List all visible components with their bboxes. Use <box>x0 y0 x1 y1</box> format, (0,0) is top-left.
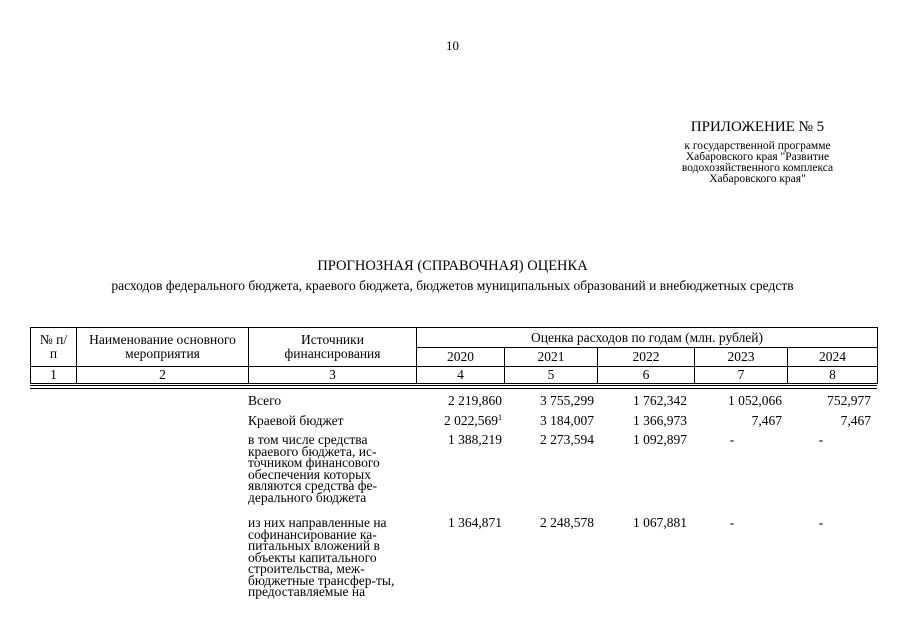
row-value: 1 364,871 <box>448 515 502 530</box>
header-year: 2020 <box>417 348 505 367</box>
document-title: ПРОГНОЗНАЯ (СПРАВОЧНАЯ) ОЦЕНКА <box>317 258 588 274</box>
header-source: Источники финансирования <box>249 328 417 367</box>
row-value: 3 184,007 <box>540 413 594 428</box>
column-number: 4 <box>417 367 505 384</box>
row-value-number: 2 022,569 <box>444 413 498 428</box>
row-source: в том числе средства краевого бюджета, ис-точником финансового обеспечения которых являются средства фе-дерального бюджета <box>248 432 380 505</box>
column-number: 5 <box>505 367 598 384</box>
row-value: 1 092,897 <box>633 432 687 447</box>
footnote-marker: 1 <box>498 413 502 422</box>
appendix-title: ПРИЛОЖЕНИЕ № 5 <box>690 119 825 135</box>
column-number: 6 <box>598 367 695 384</box>
row-value: 2 273,594 <box>540 432 594 447</box>
row-value: 752,977 <box>827 393 871 408</box>
header-year: 2023 <box>695 348 788 367</box>
table-header <box>30 327 878 384</box>
table-row <box>30 414 877 434</box>
appendix-subtitle-line: Хабаровского края" <box>709 173 806 185</box>
row-value: 1 067,881 <box>633 515 687 530</box>
header-year: 2021 <box>505 348 598 367</box>
column-number: 3 <box>249 367 417 384</box>
column-number: 2 <box>77 367 249 384</box>
row-value: 3 755,299 <box>540 393 594 408</box>
column-number: 1 <box>31 367 77 384</box>
table-row <box>30 517 877 617</box>
appendix-subtitle-line: Хабаровского края "Развитие <box>685 151 830 163</box>
row-value: 7,467 <box>840 413 871 428</box>
row-value <box>402 414 502 428</box>
row-source: из них направленные на софинансирование ка-питальных вложений в объекты капитального строительства, меж-бюджетные трансфер-ты, предоставляемые на <box>248 515 395 599</box>
header-estimate: Оценка расходов по годам (млн. рублей) <box>417 328 878 348</box>
appendix-subtitle <box>650 141 865 185</box>
row-value: 1 388,219 <box>448 432 502 447</box>
row-value: 1 366,973 <box>633 413 687 428</box>
row-value: 1 762,342 <box>633 393 687 408</box>
appendix-block <box>650 118 865 185</box>
header-year: 2024 <box>788 348 878 367</box>
header-num: № п/п <box>31 328 77 367</box>
row-value: 1 052,066 <box>728 393 782 408</box>
table-row <box>30 434 877 516</box>
row-value: 2 248,578 <box>540 515 594 530</box>
row-value: 7,467 <box>751 413 782 428</box>
header-double-rule <box>30 385 877 389</box>
row-source: Краевой бюджет <box>248 413 344 428</box>
header-year: 2022 <box>598 348 695 367</box>
row-value: - <box>818 432 824 447</box>
column-number: 7 <box>695 367 788 384</box>
column-number: 8 <box>788 367 878 384</box>
document-subtitle: расходов федерального бюджета, краевого бюджета, бюджетов муниципальных образований и внебюджетных средств <box>111 278 794 293</box>
appendix-subtitle-line: водохозяйственного комплекса <box>681 162 834 174</box>
row-value: - <box>729 432 735 447</box>
row-value: - <box>818 515 824 530</box>
row-value: 2 219,860 <box>448 393 502 408</box>
table-row <box>30 394 877 414</box>
header-name: Наименование основного мероприятия <box>77 328 249 367</box>
row-value: - <box>729 515 735 530</box>
appendix-subtitle-line: к государственной программе <box>684 140 831 152</box>
row-source: Всего <box>248 393 282 408</box>
page-number: 10 <box>446 38 459 53</box>
